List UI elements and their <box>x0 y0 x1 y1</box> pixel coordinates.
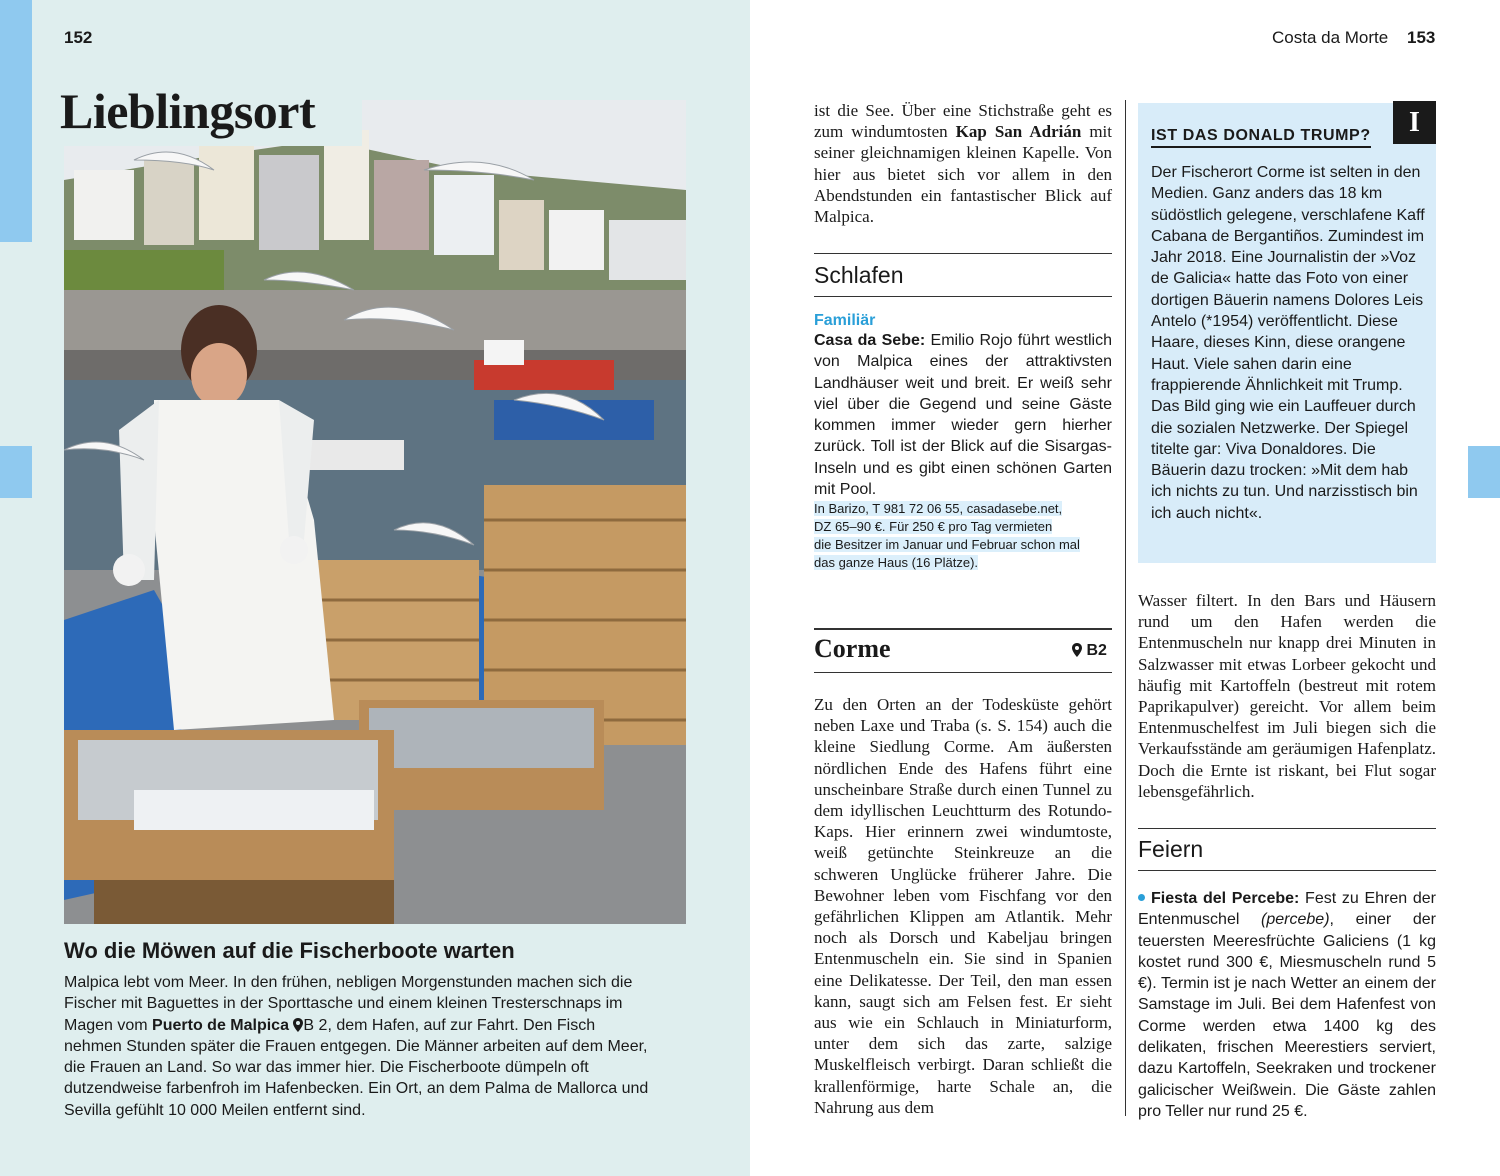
section-heading-feiern: Feiern <box>1138 836 1204 862</box>
info-box-text: Der Fischerort Corme ist selten in den Medien. Ganz anders das 18 km südöstlich gelegene, verschlafene Kaff Cabana de Bergantiños. Zumindest im Jahr 2018. Eine Journalistin der »Voz de Galicia« hatte das Foto von einer dortigen Bäuerin namens Dolores Leis Antelo (*1954) veröffentlicht. Diese Haare, dieses Kinn, diese orangene Haut. Viele sahen darin eine frappierende Ähnlichkeit mit Trump. Das Bild ging wie ein Lauffeuer durch die sozialen Netzwerke. Der Spiegel titelte gar: Viva Donaldores. Die Bäuerin dazu trocken: »Mit dem hab ich nichts zu tun. Und narzisstisch bin ich auch nicht«. <box>1151 164 1425 522</box>
harbor-photo <box>64 100 686 924</box>
map-reference: B 2 <box>303 1016 328 1034</box>
section-heading-schlafen: Schlafen <box>814 262 904 288</box>
divider <box>814 628 1112 630</box>
divider <box>1138 828 1436 829</box>
corme-text: Zu den Orten an der Todesküste gehört neben Laxe und Traba (s. S. 154) auch die kleine Siedlung Corme. Am äußersten nördlichen Ende des Hafens führt eine unscheinbare Straße durch einen Tunnel zu dem idyllischen Leuchtturm des Rotundo-Kaps. Hier erinnern zwei windumtoste, weiß getünchte Steinkreuze an die schweren Unglücke früherer Jahre. Die Bewohner leben vom Fischfang vor den gefährlichen Klippen am Atlantik. Mehr noch als Dorsch und Kabeljau bringen Entenmuscheln ein. Sie sind in Spanien eine Delikatesse. Der Teil, den man essen kann, saugt sich am Felsen fest. Er sieht aus wie ein Schlauch in Miniaturform, unter dem sich das zarte, salzige Muskelfleisch verbirgt. Daran schließt die krallenförmige, harte Schale an, die Nahrung aus dem <box>814 695 1112 1117</box>
hotel-name: Casa da Sebe: <box>814 332 926 349</box>
hotel-entry <box>814 312 1112 572</box>
section-label-lieblingsort: Lieblingsort <box>56 76 362 146</box>
chapter-tab-marker-right <box>1468 446 1500 498</box>
category-label: Familiär <box>814 312 876 329</box>
section-heading-corme: Corme <box>814 634 891 663</box>
intro-paragraph: ist die See. Über eine Stichstraße geht es zum windumtosten Kap San Adrián mit seiner gleichnamigen kleinen Kapelle. Von hier aus bietet sich vor allem in den Abendstunden ein fantastischer Blick auf Malpica. <box>814 101 1113 227</box>
feature-heading: Wo die Möwen auf die Fischerboote warten <box>64 938 515 963</box>
festival-name: Fiesta del Percebe: <box>1151 890 1300 907</box>
hotel-info: In Barizo, T 981 72 06 55, casadasebe.net, DZ 65–90 €. Für 250 € pro Tag vermieten die Besitzer im Januar und Februar schon mal das ganze Haus (16 Plätze). <box>814 501 1080 571</box>
page-number-left: 152 <box>64 28 93 47</box>
info-badge: I <box>1393 101 1436 144</box>
divider <box>814 672 1112 673</box>
divider <box>814 253 1112 254</box>
column-separator <box>1125 100 1126 1116</box>
corme-text-continued: Wasser filtert. In den Bars und Häusern rund um den Hafen werden die Entenmuscheln nur knapp drei Minuten in Salzwasser mit etwas Lorbeer gekocht und häufig mit Kartoffeln (bestreut mit rotem Paprikapulver) gereicht. Vor allem beim Entenmuschelfest im Juli biegen sich die Verkaufsstände am geräumigen Hafenplatz. Doch die Ernte ist riskant, bei Flut sogar lebensgefährlich. <box>1138 591 1436 801</box>
festival-entry: Fiesta del Percebe: Fest zu Ehren der Entenmuschel (percebe), einer der teuersten Meeresfrüchte Galiciens (1 kg kostet rund 300 €, Miesmuscheln rund 5 €). Termin ist je nach Wetter an einem der Samstage im Juli. Bei dem Hafenfest von Corme werden etwa 1400 kg des delikaten, frischen Meerestiers serviert, dazu Kartoffeln, Seekraken und trockener galicischer Weißwein. Die Gäste zahlen pro Teller nur rund 25 €. <box>1138 890 1436 1120</box>
hotel-description: Casa da Sebe: Emilio Rojo führt westlich von Malpica eines der attraktivsten Landhäuser weit und breit. Er weiß sehr viel über die Gegend und seine Gäste kommen immer wieder gern hierher zurück. Toll ist der Blick auf die Sisargas-Inseln und es gibt einen schönen Garten mit Pool. <box>814 332 1112 499</box>
page-number-right: 153 <box>1407 28 1436 47</box>
bullet-icon <box>1138 894 1145 901</box>
chapter-tab <box>0 0 32 242</box>
place-name: Puerto de Malpica <box>152 1016 289 1034</box>
divider <box>814 296 1112 297</box>
map-pin-icon <box>1072 643 1082 657</box>
map-pin-icon <box>293 1018 303 1032</box>
chapter-tab-marker <box>0 446 32 498</box>
corme-map-ref: B2 <box>1072 642 1107 660</box>
info-box-title: IST DAS DONALD TRUMP? <box>1151 127 1371 148</box>
feature-body: Malpica lebt vom Meer. In den frühen, nebligen Morgenstunden machen sich die Fischer mit Baguettes in der Sporttasche und einem kleinen Tresterschnaps im Magen vom Puerto de Malpica B 2, dem Hafen, auf zur Fahrt. Den Fisch nehmen Stunden später die Frauen entgegen. Die Männer arbeiten auf dem Meer, die Frauen an Land. So war das immer hier. Die Fischerboote dümpeln oft dutzendweise farbenfroh im Hafenbecken. Ein Ort, an dem Palma de Mallorca und Sevilla gefühlt 10 000 Meilen entfernt sind. <box>64 974 649 1119</box>
divider <box>1138 870 1436 871</box>
running-head: Costa da Morte <box>1272 28 1389 47</box>
